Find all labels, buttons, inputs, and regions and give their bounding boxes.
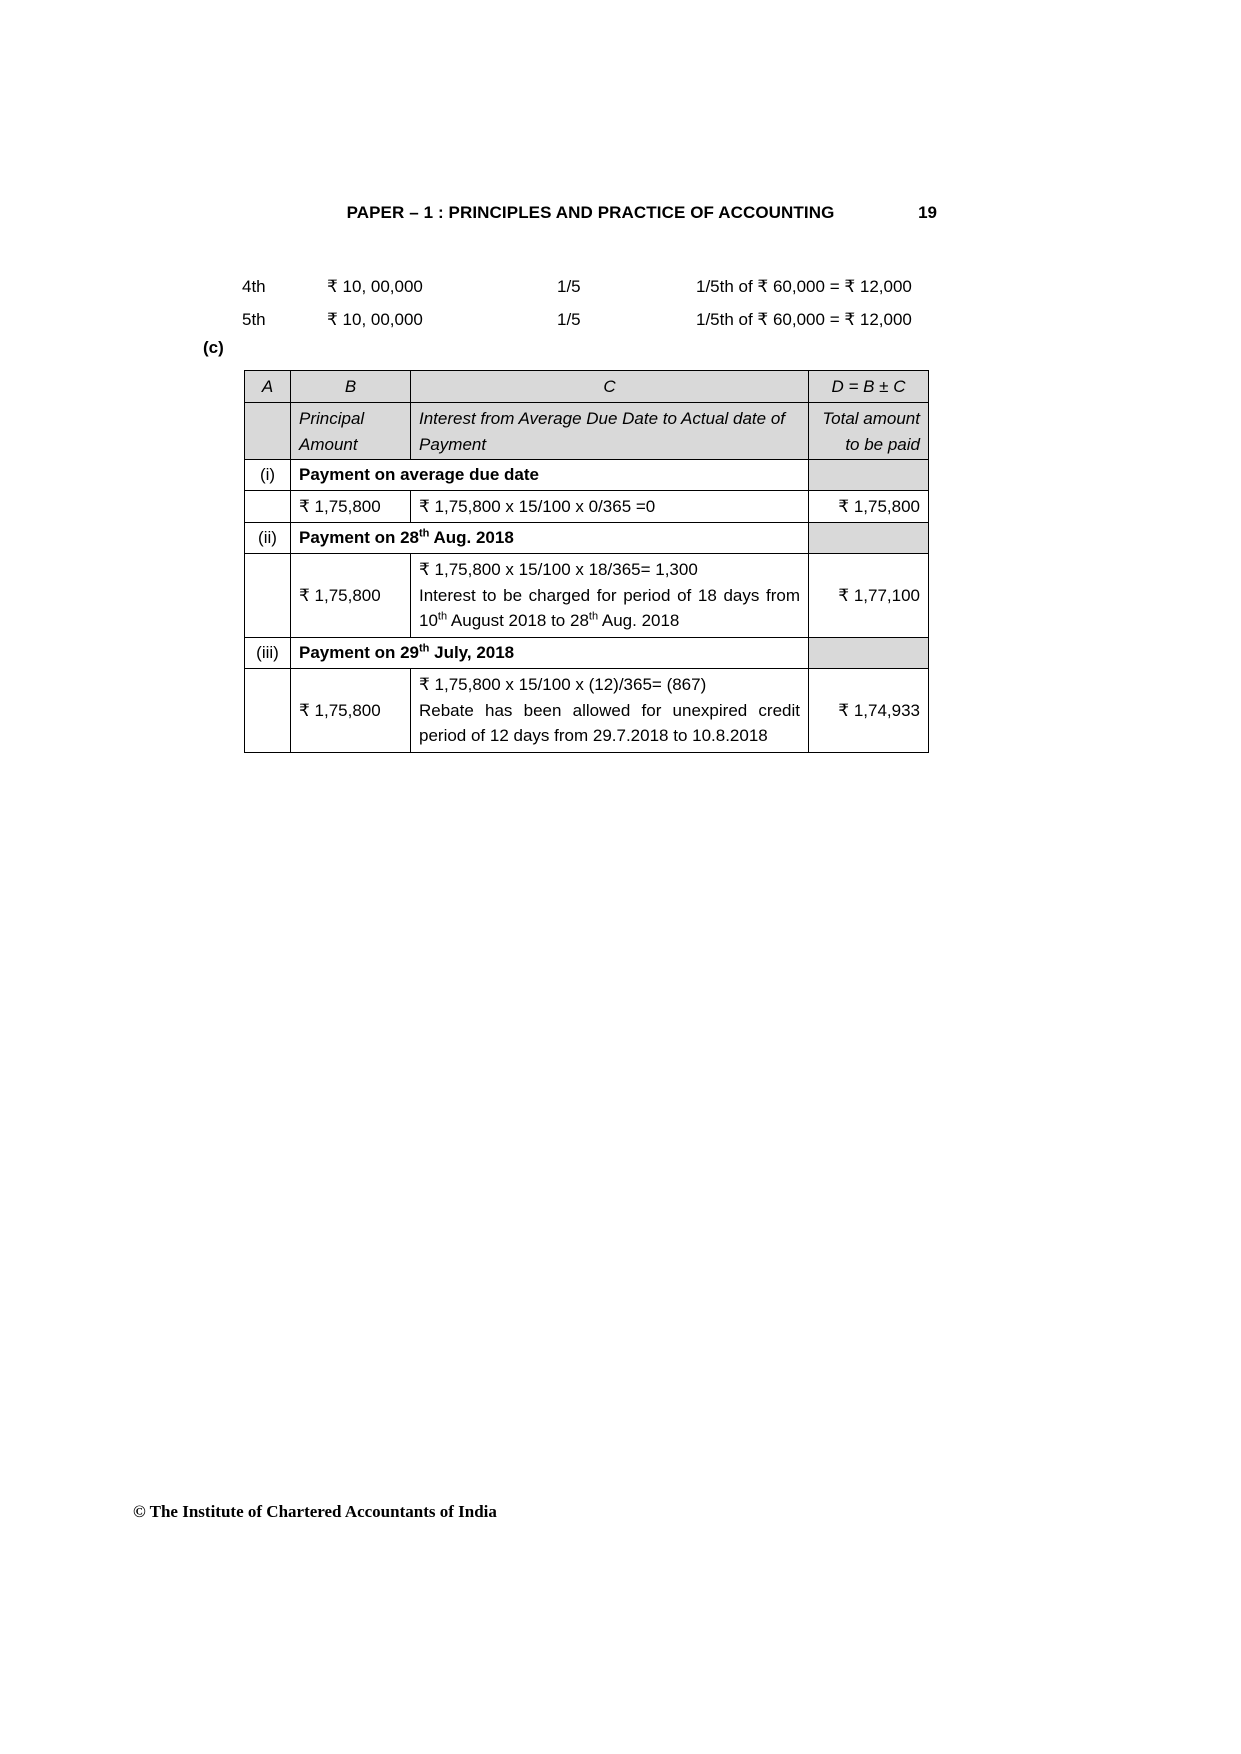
ordinal-superscript: th [588,610,599,623]
section-number: (iii) [245,638,291,669]
section-title [291,523,809,554]
col-header-c: C [411,371,809,403]
col-header-d: D = B ± C [809,371,929,403]
col-header-a: A [245,371,291,403]
ordinal-superscript: th [419,642,430,655]
section-title: Payment on average due date [291,460,809,491]
page-title: PAPER – 1 : PRINCIPLES AND PRACTICE OF ACCOUNTING [346,203,835,222]
table-section-row [245,638,929,669]
table-data-row [245,491,929,523]
shaded-cell [809,460,929,491]
col-header-blank [245,403,291,460]
section-title-text: July, 2018 [429,643,515,663]
ordinal-superscript: th [437,610,448,623]
table-section-row [245,523,929,554]
col-header-b: B [291,371,411,403]
interest-formula: ₹ 1,75,800 x 15/100 x (12)/365= (867) [419,675,707,695]
col-header-interest: Interest from Average Due Date to Actual date of Payment [411,403,809,460]
interest-note: Rebate has been allowed for unexpired credit period of 12 days from 29.7.2018 to 10.8.2018 [419,700,800,746]
table-column-title-row [245,403,929,460]
section-title [291,638,809,669]
page-number: 19 [918,203,937,222]
note-text: August 2018 to 28 [447,611,589,631]
table-data-row [245,554,929,638]
total-amount-cell: ₹ 1,75,800 [809,491,929,523]
empty-cell [245,669,291,753]
payment-calculation-table [244,370,929,753]
section-title-text: Aug. 2018 [429,528,514,548]
total-amount-cell: ₹ 1,74,933 [809,669,929,753]
col-header-total: Total amount to be paid [809,403,929,460]
interest-note [419,583,800,634]
footer-copyright: © The Institute of Chartered Accountants of India [133,1502,497,1521]
col-header-principal: Principal Amount [291,403,411,460]
interest-formula-cell [411,554,809,638]
page-header [244,203,937,225]
table-section-row [245,460,929,491]
installment-fraction: 1/5 [557,309,581,329]
interest-formula: ₹ 1,75,800 x 15/100 x 18/365= 1,300 [419,560,698,580]
installment-calc: 1/5th of ₹ 60,000 = ₹ 12,000 [696,276,912,296]
installment-term: 5th [242,309,266,329]
installment-term: 4th [242,276,266,296]
installment-fraction: 1/5 [557,276,581,296]
installment-row [242,270,937,303]
principal-amount-cell: ₹ 1,75,800 [291,669,411,753]
installment-rows [242,270,937,336]
note-text: Aug. 2018 [598,611,680,631]
section-number: (ii) [245,523,291,554]
section-title-text: Payment on 28 [299,528,419,548]
ordinal-superscript: th [419,527,430,540]
installment-amount: ₹ 10, 00,000 [327,276,423,296]
principal-amount-cell: ₹ 1,75,800 [291,554,411,638]
empty-cell [245,554,291,638]
interest-formula-cell [411,669,809,753]
shaded-cell [809,523,929,554]
installment-calc: 1/5th of ₹ 60,000 = ₹ 12,000 [696,309,912,329]
section-number: (i) [245,460,291,491]
principal-amount-cell: ₹ 1,75,800 [291,491,411,523]
installment-row [242,303,937,336]
table-column-letter-row [245,371,929,403]
note-text: Interest to be charged for period of 18 days from 10 [419,585,800,631]
section-title-text: Payment on 29 [299,643,419,663]
shaded-cell [809,638,929,669]
table-data-row [245,669,929,753]
section-label: (c) [203,338,224,357]
installment-amount: ₹ 10, 00,000 [327,309,423,329]
total-amount-cell: ₹ 1,77,100 [809,554,929,638]
empty-cell [245,491,291,523]
interest-formula-cell: ₹ 1,75,800 x 15/100 x 0/365 =0 [411,491,809,523]
